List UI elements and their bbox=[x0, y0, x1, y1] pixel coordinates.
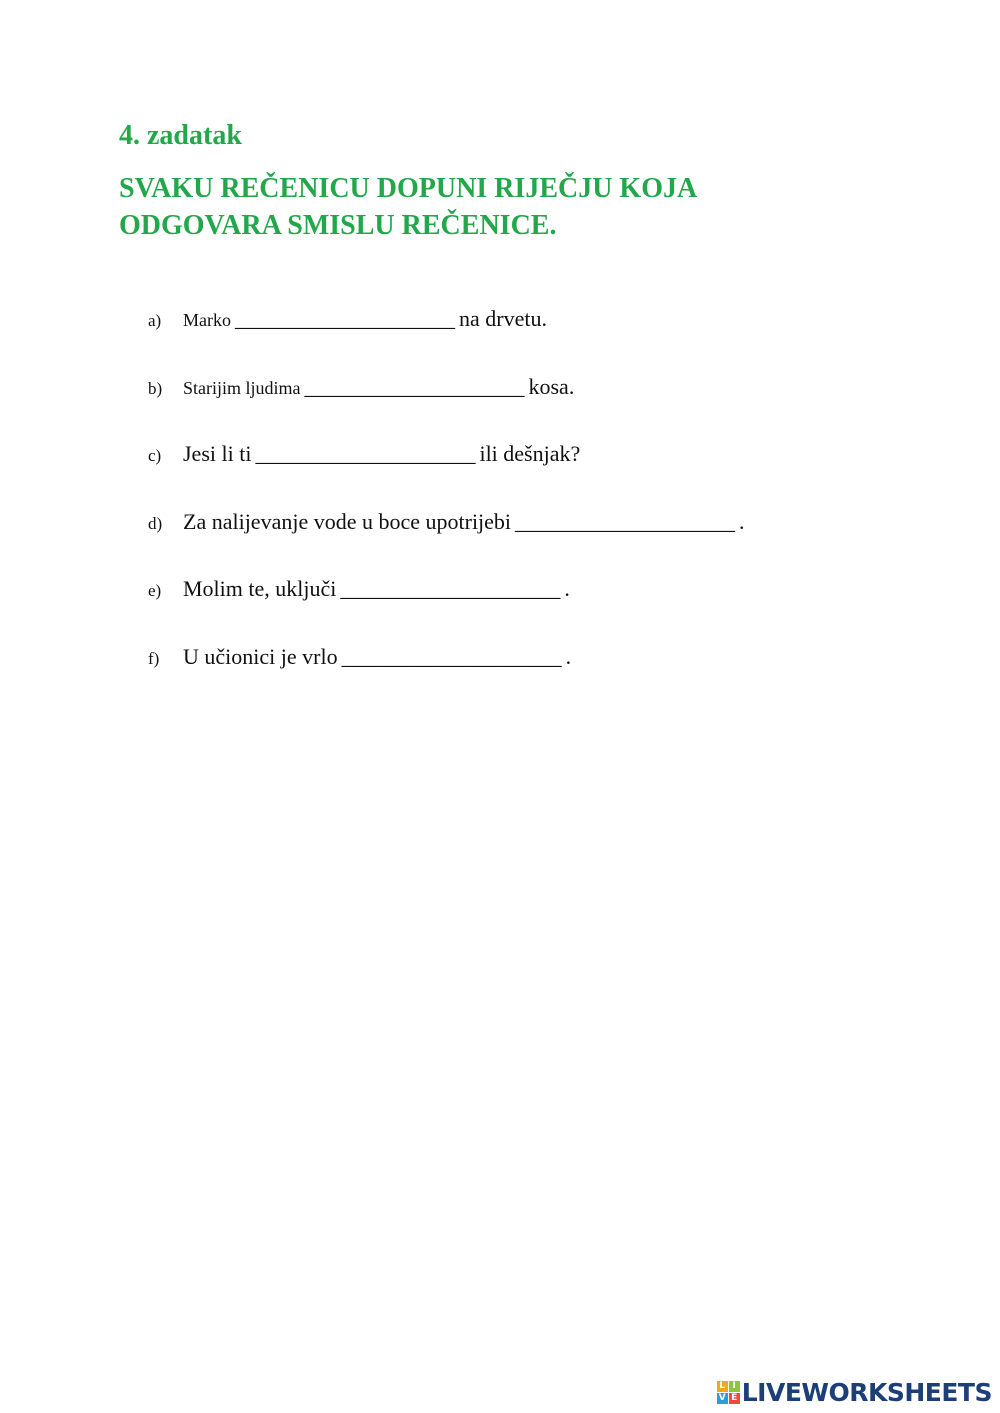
instruction-line-2: ODGOVARA SMISLU REČENICE. bbox=[119, 210, 557, 241]
item-text-after: ili dešnjak? bbox=[479, 441, 581, 466]
item-text-before: Marko bbox=[183, 310, 231, 330]
answer-blank[interactable]: ____________________ bbox=[340, 576, 561, 601]
logo-letter-i: I bbox=[729, 1381, 740, 1392]
liveworksheets-brand bbox=[717, 1379, 992, 1405]
exercise-item-e bbox=[148, 576, 745, 644]
exercise-item-d bbox=[148, 509, 745, 577]
item-letter: d) bbox=[148, 513, 163, 533]
item-letter: a) bbox=[148, 311, 162, 330]
answer-blank[interactable]: ____________________ bbox=[235, 306, 455, 331]
item-text-before: Za nalijevanje vode u boce upotrijebi bbox=[183, 508, 512, 534]
answer-blank[interactable]: ____________________ bbox=[515, 508, 736, 534]
brand-name: LIVEWORKSHEETS bbox=[741, 1377, 992, 1407]
item-text-after: . bbox=[739, 508, 745, 534]
answer-blank[interactable]: ____________________ bbox=[341, 643, 562, 669]
logo-letter-e: E bbox=[729, 1393, 740, 1404]
item-text-after: . bbox=[564, 576, 570, 601]
instruction-line-1: SVAKU REČENICU DOPUNI RIJEČJU KOJA bbox=[119, 173, 698, 204]
logo-letter-v: V bbox=[717, 1393, 728, 1404]
item-text-after: na drvetu. bbox=[459, 306, 547, 331]
item-text-before: U učionici je vrlo bbox=[183, 643, 338, 669]
exercise-item-f bbox=[148, 644, 745, 712]
liveworksheets-logo-icon bbox=[717, 1381, 740, 1404]
item-text-before: Starijim ljudima bbox=[183, 377, 301, 398]
logo-letter-l: L bbox=[717, 1381, 728, 1392]
item-letter: c) bbox=[148, 446, 162, 465]
task-number: 4. zadatak bbox=[119, 120, 242, 151]
exercise-item-b bbox=[148, 374, 745, 442]
answer-blank[interactable]: ____________________ bbox=[255, 441, 476, 466]
item-text-after: . bbox=[565, 643, 572, 669]
item-text-before: Molim te, uključi bbox=[183, 576, 337, 601]
exercise-item-a bbox=[148, 306, 745, 374]
item-letter: f) bbox=[148, 648, 160, 668]
answer-blank[interactable]: ____________________ bbox=[304, 373, 525, 399]
exercise-item-c bbox=[148, 441, 745, 509]
item-letter: e) bbox=[148, 581, 162, 600]
item-letter: b) bbox=[148, 378, 163, 398]
exercise-list bbox=[148, 306, 745, 711]
item-text-after: kosa. bbox=[528, 373, 575, 399]
task-instruction bbox=[119, 170, 839, 244]
item-text-before: Jesi li ti bbox=[183, 441, 252, 466]
